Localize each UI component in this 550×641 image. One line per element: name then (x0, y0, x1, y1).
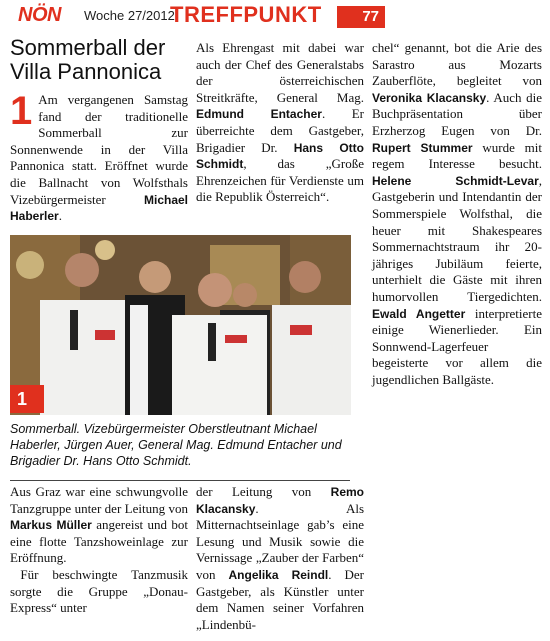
divider (10, 480, 350, 481)
section-title: TREFFPUNKT (170, 2, 322, 27)
article-column-1 (10, 89, 188, 225)
person-name: Angelika Reindl (228, 567, 329, 582)
article-column-2 (196, 40, 364, 206)
paragraph: Für beschwingte Tanzmusik sorgte die Gruppe „Donau-Express“ unter (10, 566, 188, 616)
paragraph: chel“ genannt, bot die Arie des Sarastro aus Mozarts Zauberflöte, begleitet von Veronika Klacansky. Auch die Buchpräsentation über Erzherzog Eugen von Dr. Rupert Stummer wurde mit regem Interesse besucht. Helene Schmidt-Levar, Gastgeberin und Intendantin der Sommerspiele Wolfsthal, die heuer mit Shakespeares Sommernachtstraum ihr 20-jähriges Jubiläum feierte, unterhielt die Gäste mit ihren humorvollen Tiergedichten. Ewald Angetter interpretierte einige Wienerlieder. Ein Sonnwend-Lagerfeuer begeisterte vor allem die jugendlichen Ballgäste. (372, 40, 543, 387)
paragraph: der Leitung von Remo Klacansky. Als Mitternachtseinlage gab’s eine Lesung und Musik sowie die Vernissage „Zauber der Farben“ von Angelika Reindl. Der Gastgeber, als Künstler unter dem Namen seiner Vorfahren „Lindenbü- (196, 484, 364, 632)
paragraph: Als Ehrengast mit dabei war auch der Chef des Generalstabs der österreichischen Streitkräfte, General Mag. Edmund Entacher. Er überreichte dem Gastgeber, Brigadier Dr. Hans Otto Schmidt, das „Große Ehrenzeichen für Verdienste um die Republik Österreich“. (196, 40, 364, 205)
issue-week: Woche 27/2012 (84, 8, 175, 23)
page-number-badge: 77 (337, 6, 385, 28)
paragraph: Am vergangenen Samstag fand der traditionelle Sommerball zur Sonnenwende in der Villa Pannonica statt. Eröffnet wurde die Ballnacht von Wolfsthals Vizebürgermeister Michael Haberler. (10, 92, 188, 224)
person-name: Ewald Angetter (372, 306, 466, 321)
article-column-2-lower (196, 484, 364, 633)
photo-number-badge: 1 (10, 385, 44, 413)
photo-illustration (10, 235, 351, 415)
person-name: Helene Schmidt-Levar (372, 173, 539, 188)
person-name: Hans Otto Schmidt (196, 140, 364, 172)
newspaper-logo: NÖN (18, 4, 61, 26)
article-column-3 (372, 40, 542, 388)
photo-caption: Sommerball. Vizebürgermeister Oberstleutnant Michael Haberler, Jürgen Auer, General Mag. Edmund Entacher und Brigadier Dr. Hans Otto Schmidt. (10, 422, 342, 468)
person-name: Markus Müller (10, 518, 92, 533)
masthead (0, 0, 550, 34)
paragraph: Aus Graz war eine schwungvolle Tanzgruppe unter der Leitung von Markus Müller angereist und bot eine flotte Tanzshoweinlage zur Eröffnung. (10, 484, 188, 566)
article-column-1-lower (10, 484, 188, 617)
person-name: Remo Klacansky (196, 485, 364, 516)
person-name: Rupert Stummer (372, 140, 473, 155)
drop-cap-number: 1 (10, 89, 33, 133)
group-photo (10, 235, 351, 415)
article-headline: Sommerball der Villa Pannonica (10, 35, 166, 84)
person-name: Veronika Klacansky (372, 90, 487, 105)
person-name: Edmund Entacher (196, 107, 322, 122)
person-name: Michael Haberler (10, 192, 188, 224)
